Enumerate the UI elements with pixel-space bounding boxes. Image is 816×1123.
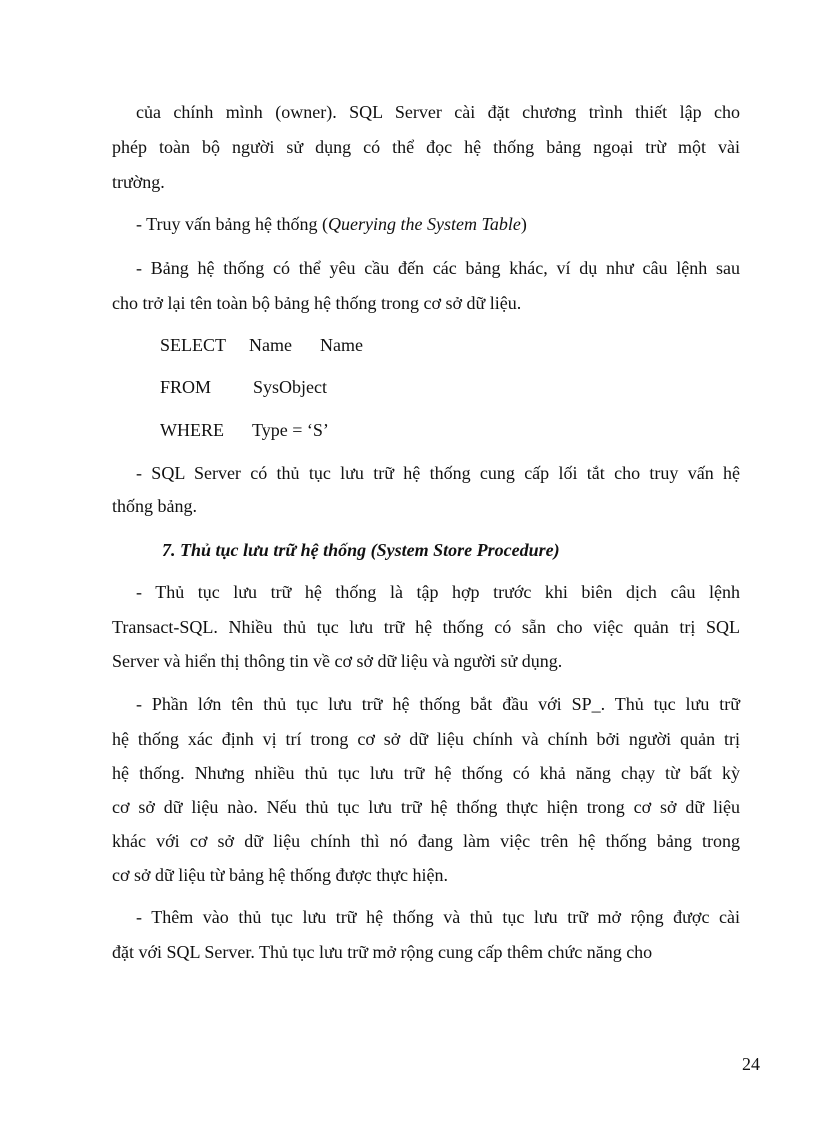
bullet-italic-term: Querying the System Table	[328, 214, 521, 234]
text-line: - Thủ tục lưu trữ hệ thống là tập hợp trước khi biên dịch câu lệnh	[136, 582, 740, 602]
text-line	[136, 212, 527, 236]
text-line: hệ thống. Nhưng nhiều thủ tục lưu trữ hệ thống có khả năng chạy từ bất kỳ	[112, 763, 740, 783]
text-line: cho trở lại tên toàn bộ bảng hệ thống trong cơ sở dữ liệu.	[112, 293, 522, 313]
text-line: - Bảng hệ thống có thể yêu cầu đến các bảng khác, ví dụ như câu lệnh sau	[136, 258, 740, 278]
sql-column: Name	[320, 335, 363, 355]
text-line: trường.	[112, 172, 165, 192]
section-title: 7. Thủ tục lưu trữ hệ thống (System Store Procedure)	[162, 540, 560, 560]
bullet-suffix: )	[520, 214, 527, 234]
text-line: - Phần lớn tên thủ tục lưu trữ hệ thống bắt đầu với SP_. Thủ tục lưu trữ	[136, 694, 740, 714]
text-line: khác với cơ sở dữ liệu chính thì nó đang làm việc trên hệ thống bảng trong	[112, 831, 740, 851]
sql-condition: Type = ‘S’	[252, 420, 329, 440]
text-line: - SQL Server có thủ tục lưu trữ hệ thống cung cấp lối tắt cho truy vấn hệ	[136, 463, 740, 483]
sql-keyword: WHERE	[160, 420, 224, 440]
text-line: Server và hiển thị thông tin về cơ sở dữ liệu và người sử dụng.	[112, 651, 563, 671]
text-line: Transact-SQL. Nhiều thủ tục lưu trữ hệ thống có sẵn cho việc quản trị SQL	[112, 617, 740, 637]
sql-keyword: FROM	[160, 377, 212, 397]
text-line: phép toàn bộ người sử dụng có thể đọc hệ thống bảng ngoại trừ một vài	[112, 137, 740, 157]
page-number: 24	[742, 1054, 760, 1074]
sql-table: SysObject	[253, 377, 327, 397]
text-line: của chính mình (owner). SQL Server cài đặt chương trình thiết lập cho	[136, 102, 740, 122]
text-line: thống bảng.	[112, 496, 197, 516]
text-line: đặt với SQL Server. Thủ tục lưu trữ mở rộng cung cấp thêm chức năng cho	[112, 942, 653, 962]
text-line: hệ thống xác định vị trí trong cơ sở dữ liệu chính và chính bởi người quản trị	[112, 729, 740, 749]
text-line: cơ sở dữ liệu nào. Nếu thủ tục lưu trữ hệ thống thực hiện trong cơ sở dữ liệu	[112, 797, 740, 817]
sql-column: Name	[249, 335, 292, 355]
text-line: - Thêm vào thủ tục lưu trữ hệ thống và thủ tục lưu trữ mở rộng được cài	[136, 907, 740, 927]
bullet-prefix: - Truy vấn bảng hệ thống (	[136, 214, 328, 234]
sql-keyword: SELECT	[160, 335, 226, 355]
text-line: cơ sở dữ liệu từ bảng hệ thống được thực hiện.	[112, 865, 449, 885]
